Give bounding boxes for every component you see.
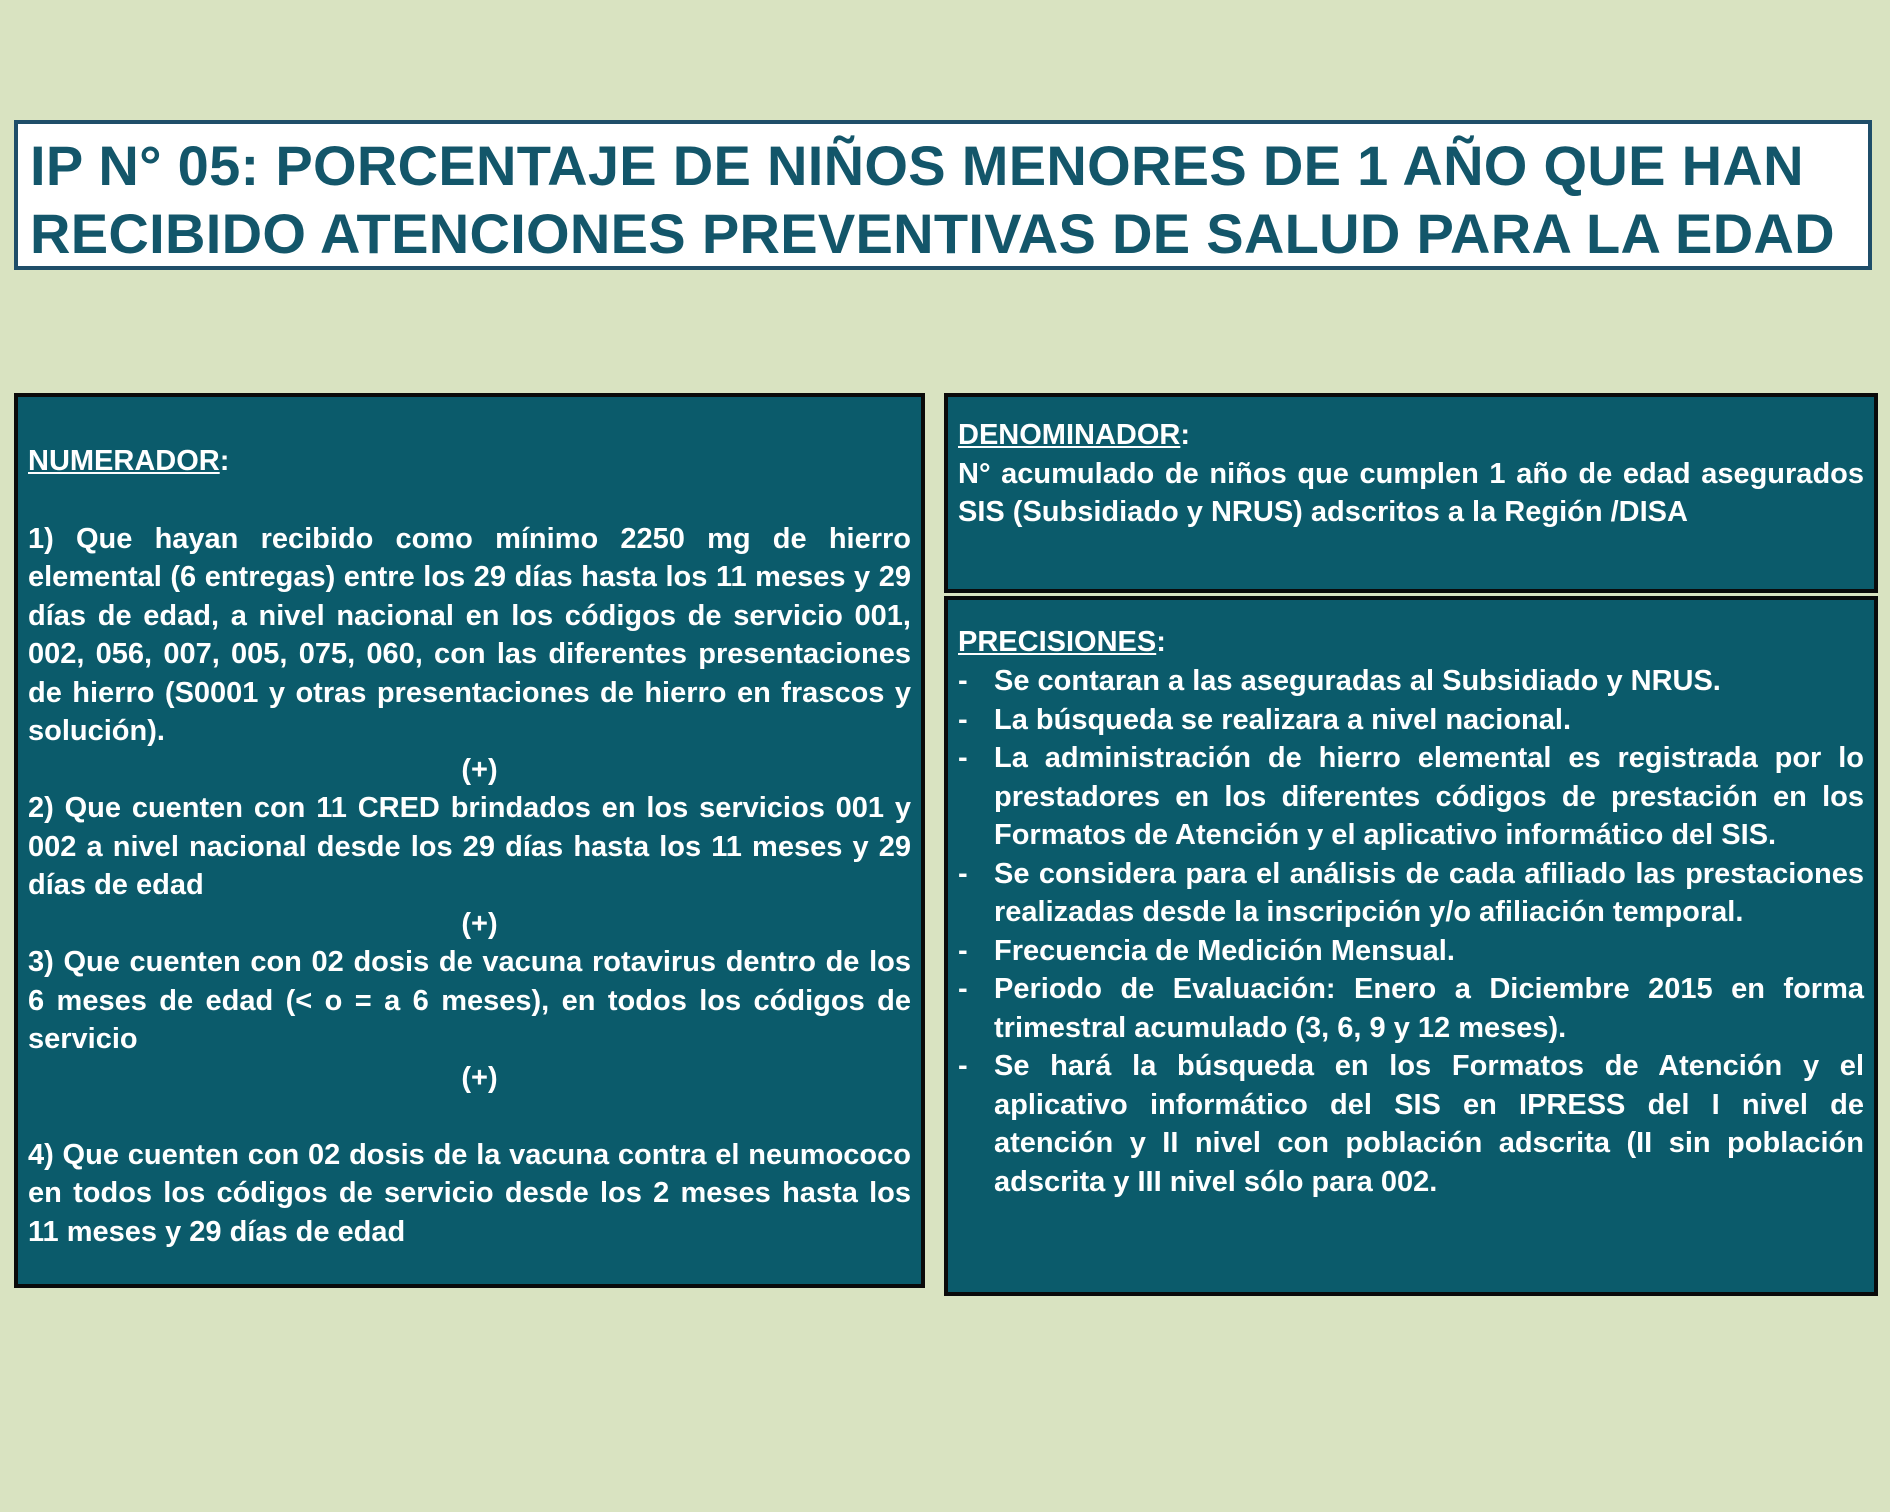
numerador-heading xyxy=(28,441,911,481)
spacer xyxy=(28,481,911,520)
title-box xyxy=(14,120,1872,270)
denominador-panel xyxy=(944,393,1878,593)
dash-bullet: - xyxy=(958,703,968,736)
numerador-item-4: 4) Que cuenten con 02 dosis de la vacuna contra el neumococo en todos los códigos de servicio desde los 2 meses hasta los 11 meses y 29 días de edad xyxy=(28,1138,911,1248)
spacer xyxy=(28,1097,911,1136)
title-line-1: IP N° 05: PORCENTAJE DE NIÑOS MENORES DE 1 AÑO QUE HAN xyxy=(30,134,1804,197)
denominador-heading-text: DENOMINADOR xyxy=(958,419,1181,451)
dash-bullet: - xyxy=(958,742,968,774)
precision-text: La administración de hierro elemental es registrada por lo prestadores en los diferentes códigos de prestación en los Formatos de Atención y el aplicativo informático del SIS. xyxy=(994,742,1864,851)
list-item xyxy=(958,970,1864,1047)
precisiones-heading-colon: : xyxy=(1156,626,1166,658)
list-item xyxy=(958,662,1864,701)
precision-text: Periodo de Evaluación: Enero a Diciembre 2015 en forma trimestral acumulado (3, 6, 9 y 12 meses). xyxy=(994,973,1864,1044)
dash-bullet: - xyxy=(958,934,968,967)
precisiones-list xyxy=(958,662,1864,1201)
list-item xyxy=(958,932,1864,971)
precision-text: La búsqueda se realizara a nivel nacional. xyxy=(994,703,1572,736)
numerador-item-3: 3) Que cuenten con 02 dosis de vacuna rotavirus dentro de los 6 meses de edad (< o = a 6 meses), en todos los códigos de servicio xyxy=(28,946,911,1055)
precision-text: Se hará la búsqueda en los Formatos de Atención y el aplicativo informático del SIS en IPRESS del I nivel de atención y II nivel con población adscrita (II sin población adscrita y III nivel sólo para 002. xyxy=(994,1050,1864,1198)
list-item xyxy=(958,701,1864,740)
denominador-body: N° acumulado de niños que cumplen 1 año de edad asegurados SIS (Subsidiado y NRUS) adscritos a la Región /DISA xyxy=(958,458,1864,528)
precisiones-panel xyxy=(944,596,1878,1296)
dash-bullet: - xyxy=(958,665,968,697)
plus-sign: (+) xyxy=(461,1061,498,1094)
numerador-heading-colon: : xyxy=(219,445,230,477)
dash-bullet: - xyxy=(958,1050,968,1082)
numerador-panel xyxy=(14,393,925,1288)
precision-text: Frecuencia de Medición Mensual. xyxy=(994,934,1455,967)
precision-text: Se considera para el análisis de cada afiliado las prestaciones realizadas desde la inscripción y/o afiliación temporal. xyxy=(994,857,1864,928)
dash-bullet: - xyxy=(958,973,968,1005)
list-item xyxy=(958,1047,1864,1201)
numerador-item-1: 1) Que hayan recibido como mínimo 2250 mg de hierro elemental (6 entregas) entre los 29 días hasta los 11 meses y 29 días de edad, a nivel nacional en los códigos de servicio 001, 002, 056, 007, 005, 075, 060, con las diferentes presentaciones de hierro (S0001 y otras presentaciones de hierro en frascos y solución). xyxy=(28,522,911,747)
precisiones-heading-text: PRECISIONES xyxy=(958,626,1157,658)
precisiones-heading xyxy=(958,622,1864,662)
list-item xyxy=(958,855,1864,932)
dash-bullet: - xyxy=(958,857,968,890)
denominador-heading-colon: : xyxy=(1180,419,1191,451)
denominador-heading xyxy=(958,415,1864,455)
plus-sign: (+) xyxy=(461,753,498,786)
precision-text: Se contaran a las aseguradas al Subsidiado y NRUS. xyxy=(994,665,1721,697)
plus-sign: (+) xyxy=(461,907,498,940)
title-line-2: RECIBIDO ATENCIONES PREVENTIVAS DE SALUD PARA LA EDAD xyxy=(30,202,1835,265)
numerador-item-2: 2) Que cuenten con 11 CRED brindados en los servicios 001 y 002 a nivel nacional desde los 29 días hasta los 11 meses y 29 días de edad xyxy=(28,792,911,901)
numerador-heading-text: NUMERADOR xyxy=(28,445,220,477)
list-item xyxy=(958,739,1864,855)
